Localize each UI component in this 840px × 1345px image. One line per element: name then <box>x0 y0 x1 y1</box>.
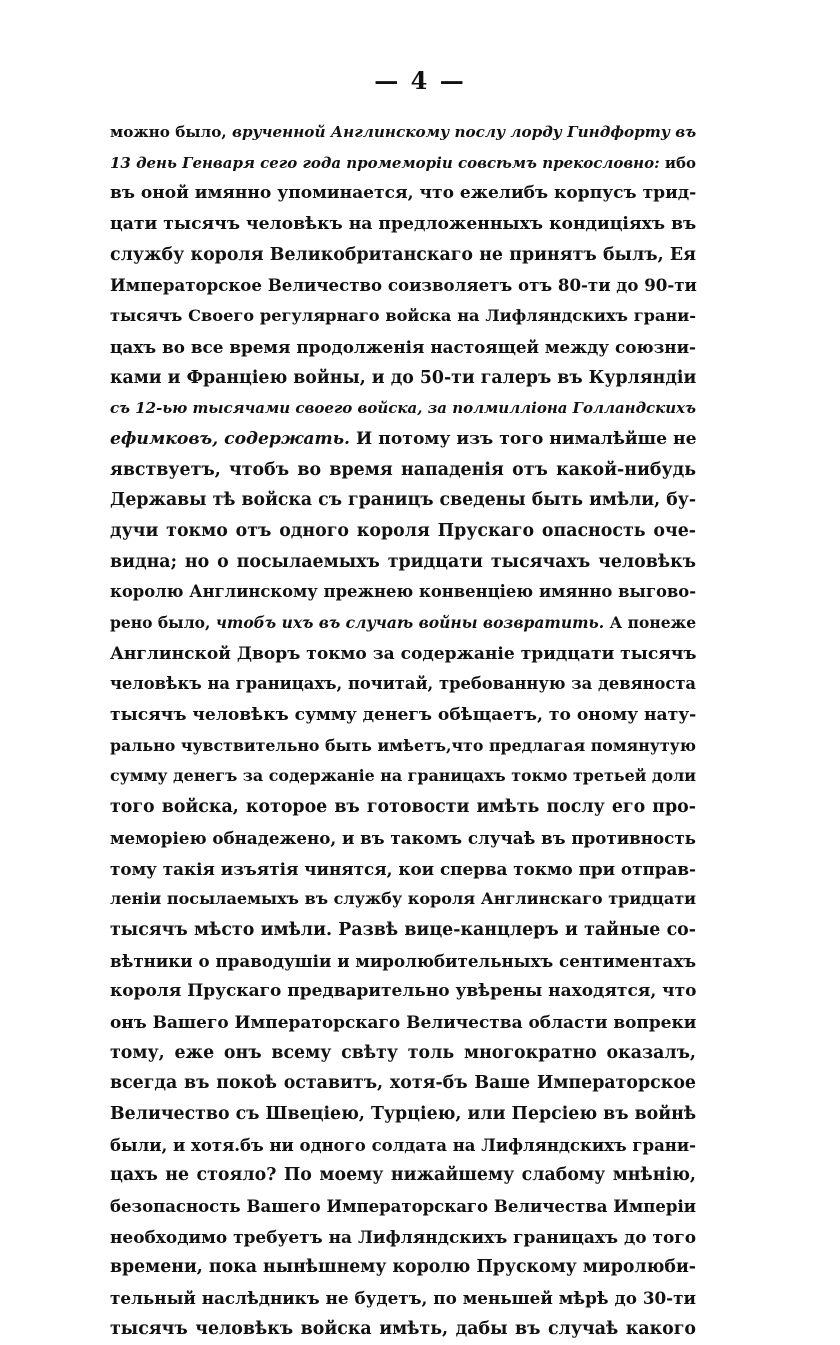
text-line <box>110 1007 696 1038</box>
text-line <box>110 1068 696 1099</box>
text-segment: меморіею обнадежено, и въ такомъ случаѣ въ противность <box>110 827 697 848</box>
text-line <box>110 1099 696 1130</box>
text-line <box>110 854 696 885</box>
text-line <box>110 1252 696 1283</box>
text-line <box>110 608 696 639</box>
text-segment: Державы тѣ войска съ границъ сведены быть имѣли, бу- <box>110 490 696 511</box>
text-segment: человѣкъ на границахъ, почитай, требованную за девяноста <box>110 674 696 694</box>
text-segment: всегда въ покоѣ оставитъ, хотя-бъ Ваше Императорское <box>110 1073 696 1094</box>
text-line <box>110 332 696 363</box>
text-segment: службу короля Великобританскаго не принятъ былъ, Ея <box>110 244 696 265</box>
text-line <box>110 547 696 578</box>
body-text <box>110 117 696 1345</box>
italic-text: ефимковъ, содержать. <box>110 428 351 449</box>
text-segment: явствуетъ, чтобъ во время нападенія отъ какой-нибудь <box>110 459 696 480</box>
text-line <box>110 424 696 455</box>
text-line <box>110 1160 696 1191</box>
text-segment: онъ Вашего Императорскаго Величества области вопреки <box>110 1011 697 1032</box>
text-segment: тысячъ человѣкъ войска имѣть, дабы въ случаѣ какого <box>110 1318 696 1339</box>
text-segment: необходимо требуетъ на Лифляндскихъ границахъ до того <box>110 1226 696 1247</box>
text-line <box>110 976 696 1007</box>
text-line <box>110 1222 696 1253</box>
text-segment: сумму денегъ за содержаніе на границахъ токмо третьей доли <box>110 766 697 786</box>
text-line <box>110 148 696 179</box>
text-segment: Величество съ Швеціею, Турціею, или Персіею въ войнѣ <box>110 1104 697 1124</box>
text-line <box>110 178 696 209</box>
text-segment: ибо <box>659 153 696 172</box>
text-segment: Англинской Дворъ токмо за содержаніе тридцати тысячъ <box>110 643 697 664</box>
text-line <box>110 1283 696 1314</box>
text-segment: тысячъ Своего регулярнаго войска на Лифляндскихъ грани- <box>110 306 696 326</box>
text-line <box>110 761 696 792</box>
page-number: — 4 — <box>374 66 466 95</box>
text-line <box>110 240 696 271</box>
text-line <box>110 577 696 608</box>
text-segment: А понеже <box>604 613 697 632</box>
text-segment: видна; но о посылаемыхъ тридцати тысячахъ человѣкъ <box>110 551 696 572</box>
text-segment: рено было, <box>110 613 216 632</box>
text-line <box>110 731 696 762</box>
text-line <box>110 270 696 301</box>
text-line <box>110 1038 696 1069</box>
text-line <box>110 301 696 332</box>
text-segment: рально чувствительно быть имѣетъ,что предлагая помянутую <box>110 735 696 755</box>
text-segment: дучи токмо отъ одного короля Прускаго опасность оче- <box>110 520 696 541</box>
text-line <box>110 639 696 670</box>
text-segment: безопасность Вашего Императорскаго Величества Имперіи <box>110 1196 696 1217</box>
text-segment: короля Прускаго предварительно увѣрены находятся, что <box>110 981 697 1002</box>
text-line <box>110 393 696 424</box>
italic-text: съ 12-ью тысячами своего войска, за полмилліона Голландскихъ <box>110 399 696 418</box>
text-line <box>110 823 696 854</box>
text-line <box>110 516 696 547</box>
text-segment: времени, пока нынѣшнему королю Прускому миролюби- <box>110 1257 696 1278</box>
text-line <box>110 700 696 731</box>
text-line <box>110 884 696 915</box>
text-line <box>110 1191 696 1222</box>
text-line <box>110 117 696 148</box>
text-segment: были, и хотя.бъ ни одного солдата на Лифляндскихъ грани- <box>110 1134 696 1155</box>
text-segment: того войска, которое въ готовости имѣть послу его про- <box>110 797 696 818</box>
text-segment: Императорское Величество соизволяетъ отъ 80-ти до 90-ти <box>110 275 697 296</box>
text-segment: тысячъ мѣсто имѣли. Развѣ вице-канцлеръ и тайные со- <box>110 919 696 940</box>
italic-text: 13 день Генваря сего года промеморіи совсѣмъ прекословно: <box>110 153 660 172</box>
text-segment: леніи посылаемыхъ въ службу короля Англинскаго тридцати <box>110 889 697 909</box>
italic-text: чтобъ ихъ въ случаѣ войны возвратить. <box>215 613 605 632</box>
text-segment: тому, еже онъ всему свѣту толь многократно оказалъ, <box>110 1042 696 1063</box>
text-line <box>110 792 696 823</box>
text-segment: цахъ во все время продолженія настоящей между союзни- <box>110 336 696 357</box>
text-segment: тому такія изъятія чинятся, кои сперва токмо при отправ- <box>110 858 696 879</box>
text-segment: ками и Франціею войны, и до 50-ти галеръ въ Курляндіи <box>110 367 697 388</box>
text-segment: можно было, <box>110 123 232 141</box>
text-line <box>110 915 696 946</box>
text-line <box>110 1314 696 1345</box>
text-line <box>110 209 696 240</box>
text-segment: И потому изъ того нималѣйше не <box>350 428 697 449</box>
text-line <box>110 485 696 516</box>
text-line <box>110 669 696 700</box>
text-segment: тельный наслѣдникъ не будетъ, по меньшей мѣрѣ до 30-ти <box>110 1288 696 1309</box>
text-segment: въ оной имянно упоминается, что ежелибъ корпусъ трид- <box>110 183 697 204</box>
text-line <box>110 363 696 394</box>
text-segment: цахъ не стояло? По моему нижайшему слабому мнѣнію, <box>110 1165 696 1186</box>
text-segment: королю Англинскому прежнею конвенціею имянно выгово- <box>110 582 696 602</box>
italic-text: врученной Англинскому послу лорду Гиндфорту въ <box>231 123 697 141</box>
text-line <box>110 455 696 486</box>
text-segment: тысячъ человѣкъ сумму денегъ обѣщаетъ, то оному нату- <box>110 705 697 726</box>
text-line <box>110 946 696 977</box>
text-segment: цати тысячъ человѣкъ на предложенныхъ кондиціяхъ въ <box>110 214 697 235</box>
text-line <box>110 1130 696 1161</box>
text-segment: вѣтники о праводушіи и миролюбительныхъ сентиментахъ <box>110 950 696 971</box>
